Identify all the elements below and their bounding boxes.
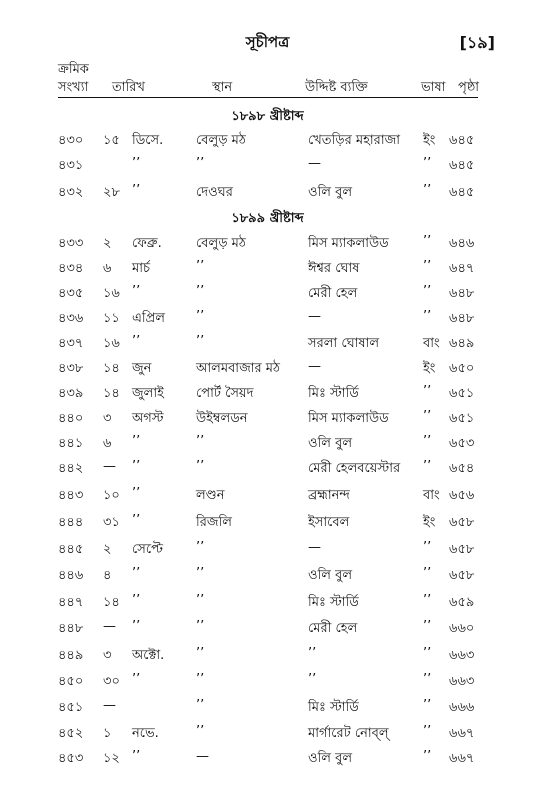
entry-number: ৪৩৪	[58, 261, 84, 276]
table-row	[0, 409, 535, 429]
entry-month: অগস্ট	[132, 411, 164, 426]
entry-place: লণ্ডন	[196, 488, 225, 503]
entry-day: ১৪	[103, 386, 120, 401]
entry-number: ৪৪৬	[58, 568, 84, 583]
entry-recipient: সরলা ঘোষাল	[308, 336, 380, 351]
entry-number: ৪৩৮	[58, 361, 84, 376]
entry-language: ’’	[423, 309, 432, 324]
entry-month: ’’	[132, 183, 141, 198]
entry-language: ’’	[423, 698, 432, 713]
entry-page: ৬৪৭	[449, 261, 475, 276]
entry-recipient: —	[308, 309, 321, 324]
entry-number: ৪৫২	[58, 726, 84, 741]
entry-page: ৬৪৮	[449, 286, 475, 301]
entry-recipient: খেতড়ির মহারাজা	[308, 133, 400, 148]
entry-day: ২	[103, 236, 112, 251]
entry-day: ৪	[103, 568, 112, 583]
entry-number: ৪৪৭	[58, 595, 84, 610]
entry-month: ’’	[132, 334, 141, 349]
entry-day: ১	[103, 726, 112, 741]
entry-place: ’’	[196, 698, 205, 713]
entry-place: রিজলি	[196, 515, 232, 530]
entry-page: ৬৫৬	[449, 488, 475, 503]
entry-place: ’’	[196, 619, 205, 634]
table-row	[0, 234, 535, 254]
entry-page: ৬৪৬	[449, 236, 475, 251]
entry-recipient: মিঃ স্টার্ডি	[308, 386, 359, 401]
entry-language: ’’	[423, 749, 432, 764]
header-sankhya: সংখ্যা	[58, 80, 89, 95]
entry-page: ৬৬৭	[449, 726, 475, 741]
entry-number: ৪৩৯	[58, 386, 84, 401]
entry-number: ৪৪৫	[58, 542, 84, 557]
entry-number: ৪৪৩	[58, 488, 84, 503]
entry-day: ৩১	[103, 515, 120, 530]
entry-page: ৬৬৬	[449, 700, 475, 715]
entry-month: ডিসে.	[132, 133, 164, 148]
table-row	[0, 619, 535, 639]
entry-day: ১০	[103, 488, 120, 503]
entry-language: ’’	[423, 459, 432, 474]
entry-month: ’’	[132, 486, 141, 501]
entry-recipient: ওলি বুল	[308, 436, 353, 451]
entry-month: এপ্রিল	[132, 311, 165, 326]
entry-day: ৬	[103, 436, 112, 451]
entry-day: ১৬	[103, 336, 120, 351]
entry-page: ৬৫৮	[449, 542, 475, 557]
page-number: [১৯]	[459, 33, 495, 52]
entry-number: ৪৩০	[58, 133, 84, 148]
table-row	[0, 309, 535, 329]
entry-place: ’’	[196, 156, 205, 171]
entry-day: —	[103, 459, 116, 474]
entry-month: নভে.	[132, 726, 159, 741]
entry-recipient: মেরী হেল	[308, 621, 358, 636]
entry-page: ৬৬৩	[449, 674, 475, 689]
entry-number: ৪৩৫	[58, 286, 84, 301]
entry-place: ’’	[196, 566, 205, 581]
entry-language: ’’	[423, 183, 432, 198]
entry-recipient: ’’	[308, 646, 317, 661]
entry-recipient: ইসাবেল	[308, 515, 350, 530]
entry-page: ৬৫৯	[449, 595, 475, 610]
entry-number: ৪৩২	[58, 185, 84, 200]
entry-day: ২	[103, 542, 112, 557]
entry-recipient: —	[308, 359, 321, 374]
entry-place: —	[196, 749, 209, 764]
entry-page: ৬৪৯	[449, 336, 475, 351]
table-row	[0, 698, 535, 718]
entry-number: ৪৫১	[58, 700, 84, 715]
entry-language: ’’	[423, 156, 432, 171]
entry-recipient: মিঃ স্টার্ডি	[308, 595, 359, 610]
entry-recipient: ব্রহ্মানন্দ	[308, 488, 350, 503]
entry-month: ’’	[132, 566, 141, 581]
entry-language: ’’	[423, 540, 432, 555]
entry-month: ফেব্রু.	[132, 236, 162, 251]
entry-number: ৪৩৩	[58, 236, 84, 251]
entry-language: ’’	[423, 724, 432, 739]
entry-language: ’’	[423, 384, 432, 399]
entry-place: ’’	[196, 540, 205, 555]
table-row	[0, 724, 535, 744]
entry-place: উইম্বলডন	[196, 411, 248, 426]
entry-day: ১১	[103, 311, 120, 326]
table-row	[0, 359, 535, 379]
entry-day: ১৫	[103, 133, 120, 148]
entry-page: ৬৪৫	[449, 133, 475, 148]
entry-recipient: ওলি বুল	[308, 185, 353, 200]
entry-language: ’’	[423, 409, 432, 424]
entry-page: ৬৬৩	[449, 648, 475, 663]
table-row	[0, 459, 535, 479]
entry-page: ৬৬৭	[449, 751, 475, 766]
header-uddishta: উদ্দিষ্ট ব্যক্তি	[305, 80, 368, 95]
table-row	[0, 284, 535, 304]
entry-page: ৬৪৮	[449, 311, 475, 326]
table-row	[0, 513, 535, 533]
entry-place: ’’	[196, 593, 205, 608]
entry-page: ৬৫০	[449, 361, 475, 376]
entry-language: ’’	[423, 566, 432, 581]
table-row	[0, 646, 535, 666]
entry-month: জুন	[132, 361, 152, 376]
entry-page: ৬৪৫	[449, 158, 475, 173]
entry-recipient: মার্গারেট নোব্‌ল্‌	[308, 726, 389, 741]
entry-page: ৬৫৩	[449, 436, 475, 451]
entry-month: মার্চ	[132, 261, 151, 276]
entry-recipient: ’’	[308, 672, 317, 687]
entry-number: ৪৪৪	[58, 515, 84, 530]
year-heading-1899: ১৮৯৯ খ্রীষ্টাব্দ	[231, 211, 304, 226]
table-row	[0, 486, 535, 506]
entry-recipient: ওলি বুল	[308, 568, 353, 583]
entry-place: ’’	[196, 646, 205, 661]
entry-day: ৩০	[103, 674, 120, 689]
table-row	[0, 131, 535, 151]
entry-page: ৬৫১	[449, 411, 475, 426]
entry-day: ৩	[103, 648, 112, 663]
table-row	[0, 259, 535, 279]
entry-month: ’’	[132, 749, 141, 764]
entry-place: ’’	[196, 309, 205, 324]
entry-month: ’’	[132, 513, 141, 528]
entry-place: বেলুড় মঠ	[196, 133, 246, 148]
table-row	[0, 672, 535, 692]
entry-month: ’’	[132, 619, 141, 634]
entry-place: ’’	[196, 672, 205, 687]
entry-number: ৪৩১	[58, 158, 84, 173]
entry-place: ’’	[196, 724, 205, 739]
entry-page: ৬৫১	[449, 386, 475, 401]
entry-number: ৪৫০	[58, 674, 84, 689]
entry-place: বেলুড় মঠ	[196, 236, 246, 251]
entry-language: ’’	[423, 619, 432, 634]
header-tarikh: তারিখ	[112, 80, 145, 95]
entry-month: সেপ্টে	[132, 542, 163, 557]
header-prishtha: পৃষ্ঠা	[458, 80, 480, 95]
entry-number: ৪৩৭	[58, 336, 84, 351]
entry-recipient: ঈশ্বর ঘোষ	[308, 261, 360, 276]
entry-recipient: মেরী হেল	[308, 286, 358, 301]
entry-day: —	[103, 698, 116, 713]
entry-place: ’’	[196, 434, 205, 449]
entry-month: অক্টো.	[132, 648, 165, 663]
entry-number: ৪৫৩	[58, 751, 84, 766]
table-row	[0, 156, 535, 176]
entry-month: ’’	[132, 593, 141, 608]
entry-place: ’’	[196, 284, 205, 299]
entry-place: ’’	[196, 459, 205, 474]
header-sthan: স্থান	[212, 80, 233, 95]
header-rule	[58, 97, 478, 98]
entry-month: ’’	[132, 284, 141, 299]
entry-language: ’’	[423, 259, 432, 274]
table-row	[0, 434, 535, 454]
entry-recipient: মিস ম্যাকলাউড	[308, 236, 389, 251]
header-kromik: ক্রমিক	[58, 62, 89, 77]
table-row	[0, 183, 535, 203]
entry-page: ৬৫৮	[449, 515, 475, 530]
entry-language: ইং	[423, 361, 436, 376]
entry-day: ১৬	[103, 286, 120, 301]
entry-language: বাং	[423, 488, 440, 503]
entry-number: ৪৪১	[58, 436, 84, 451]
entry-number: ৪৩৬	[58, 311, 84, 326]
entry-number: ৪৪২	[58, 461, 84, 476]
entry-language: ইং	[423, 133, 436, 148]
entry-day: —	[103, 619, 116, 634]
entry-language: বাং	[423, 336, 440, 351]
table-row	[0, 749, 535, 769]
entry-place: আলমবাজার মঠ	[196, 361, 280, 376]
entry-month: ’’	[132, 156, 141, 171]
entry-month: ’’	[132, 672, 141, 687]
table-row	[0, 566, 535, 586]
table-row	[0, 384, 535, 404]
entry-recipient: —	[308, 540, 321, 555]
entry-recipient: —	[308, 156, 321, 171]
entry-place: ’’	[196, 334, 205, 349]
entry-number: ৪৪৯	[58, 648, 84, 663]
entry-language: ’’	[423, 646, 432, 661]
entry-day: ৬	[103, 261, 112, 276]
entry-recipient: মিঃ স্টার্ডি	[308, 700, 359, 715]
entry-number: ৪৪৮	[58, 621, 84, 636]
entry-recipient: ওলি বুল	[308, 751, 353, 766]
table-row	[0, 540, 535, 560]
entry-day: ২৮	[103, 185, 120, 200]
year-heading-1898: ১৮৯৮ খ্রীষ্টাব্দ	[231, 109, 304, 124]
entry-language: ’’	[423, 284, 432, 299]
entry-month: ’’	[132, 459, 141, 474]
header-bhasha: ভাষা	[421, 80, 446, 95]
entry-language: ’’	[423, 234, 432, 249]
entry-page: ৬৫৪	[449, 461, 475, 476]
entry-day: ১২	[103, 751, 120, 766]
entry-page: ৬৪৫	[449, 185, 475, 200]
page-title: সূচীপত্র	[245, 33, 290, 51]
entry-place: পোর্ট সৈয়দ	[196, 386, 254, 401]
entry-recipient: মেরী হেলবয়েস্টার	[308, 461, 401, 476]
entry-language: ’’	[423, 434, 432, 449]
entry-page: ৬৬০	[449, 621, 475, 636]
entry-language: ’’	[423, 593, 432, 608]
entry-page: ৬৫৮	[449, 568, 475, 583]
entry-day: ৩	[103, 411, 112, 426]
entry-language: ইং	[423, 515, 436, 530]
entry-day: ১৪	[103, 361, 120, 376]
entry-place: দেওঘর	[196, 185, 233, 200]
entry-recipient: মিস ম্যাকলাউড	[308, 411, 389, 426]
table-row	[0, 593, 535, 613]
entry-number: ৪৪০	[58, 411, 84, 426]
table-row	[0, 334, 535, 354]
entry-month: জুলাই	[132, 386, 164, 401]
entry-month: ’’	[132, 434, 141, 449]
entry-day: ১৪	[103, 595, 120, 610]
entry-place: ’’	[196, 259, 205, 274]
entry-language: ’’	[423, 672, 432, 687]
